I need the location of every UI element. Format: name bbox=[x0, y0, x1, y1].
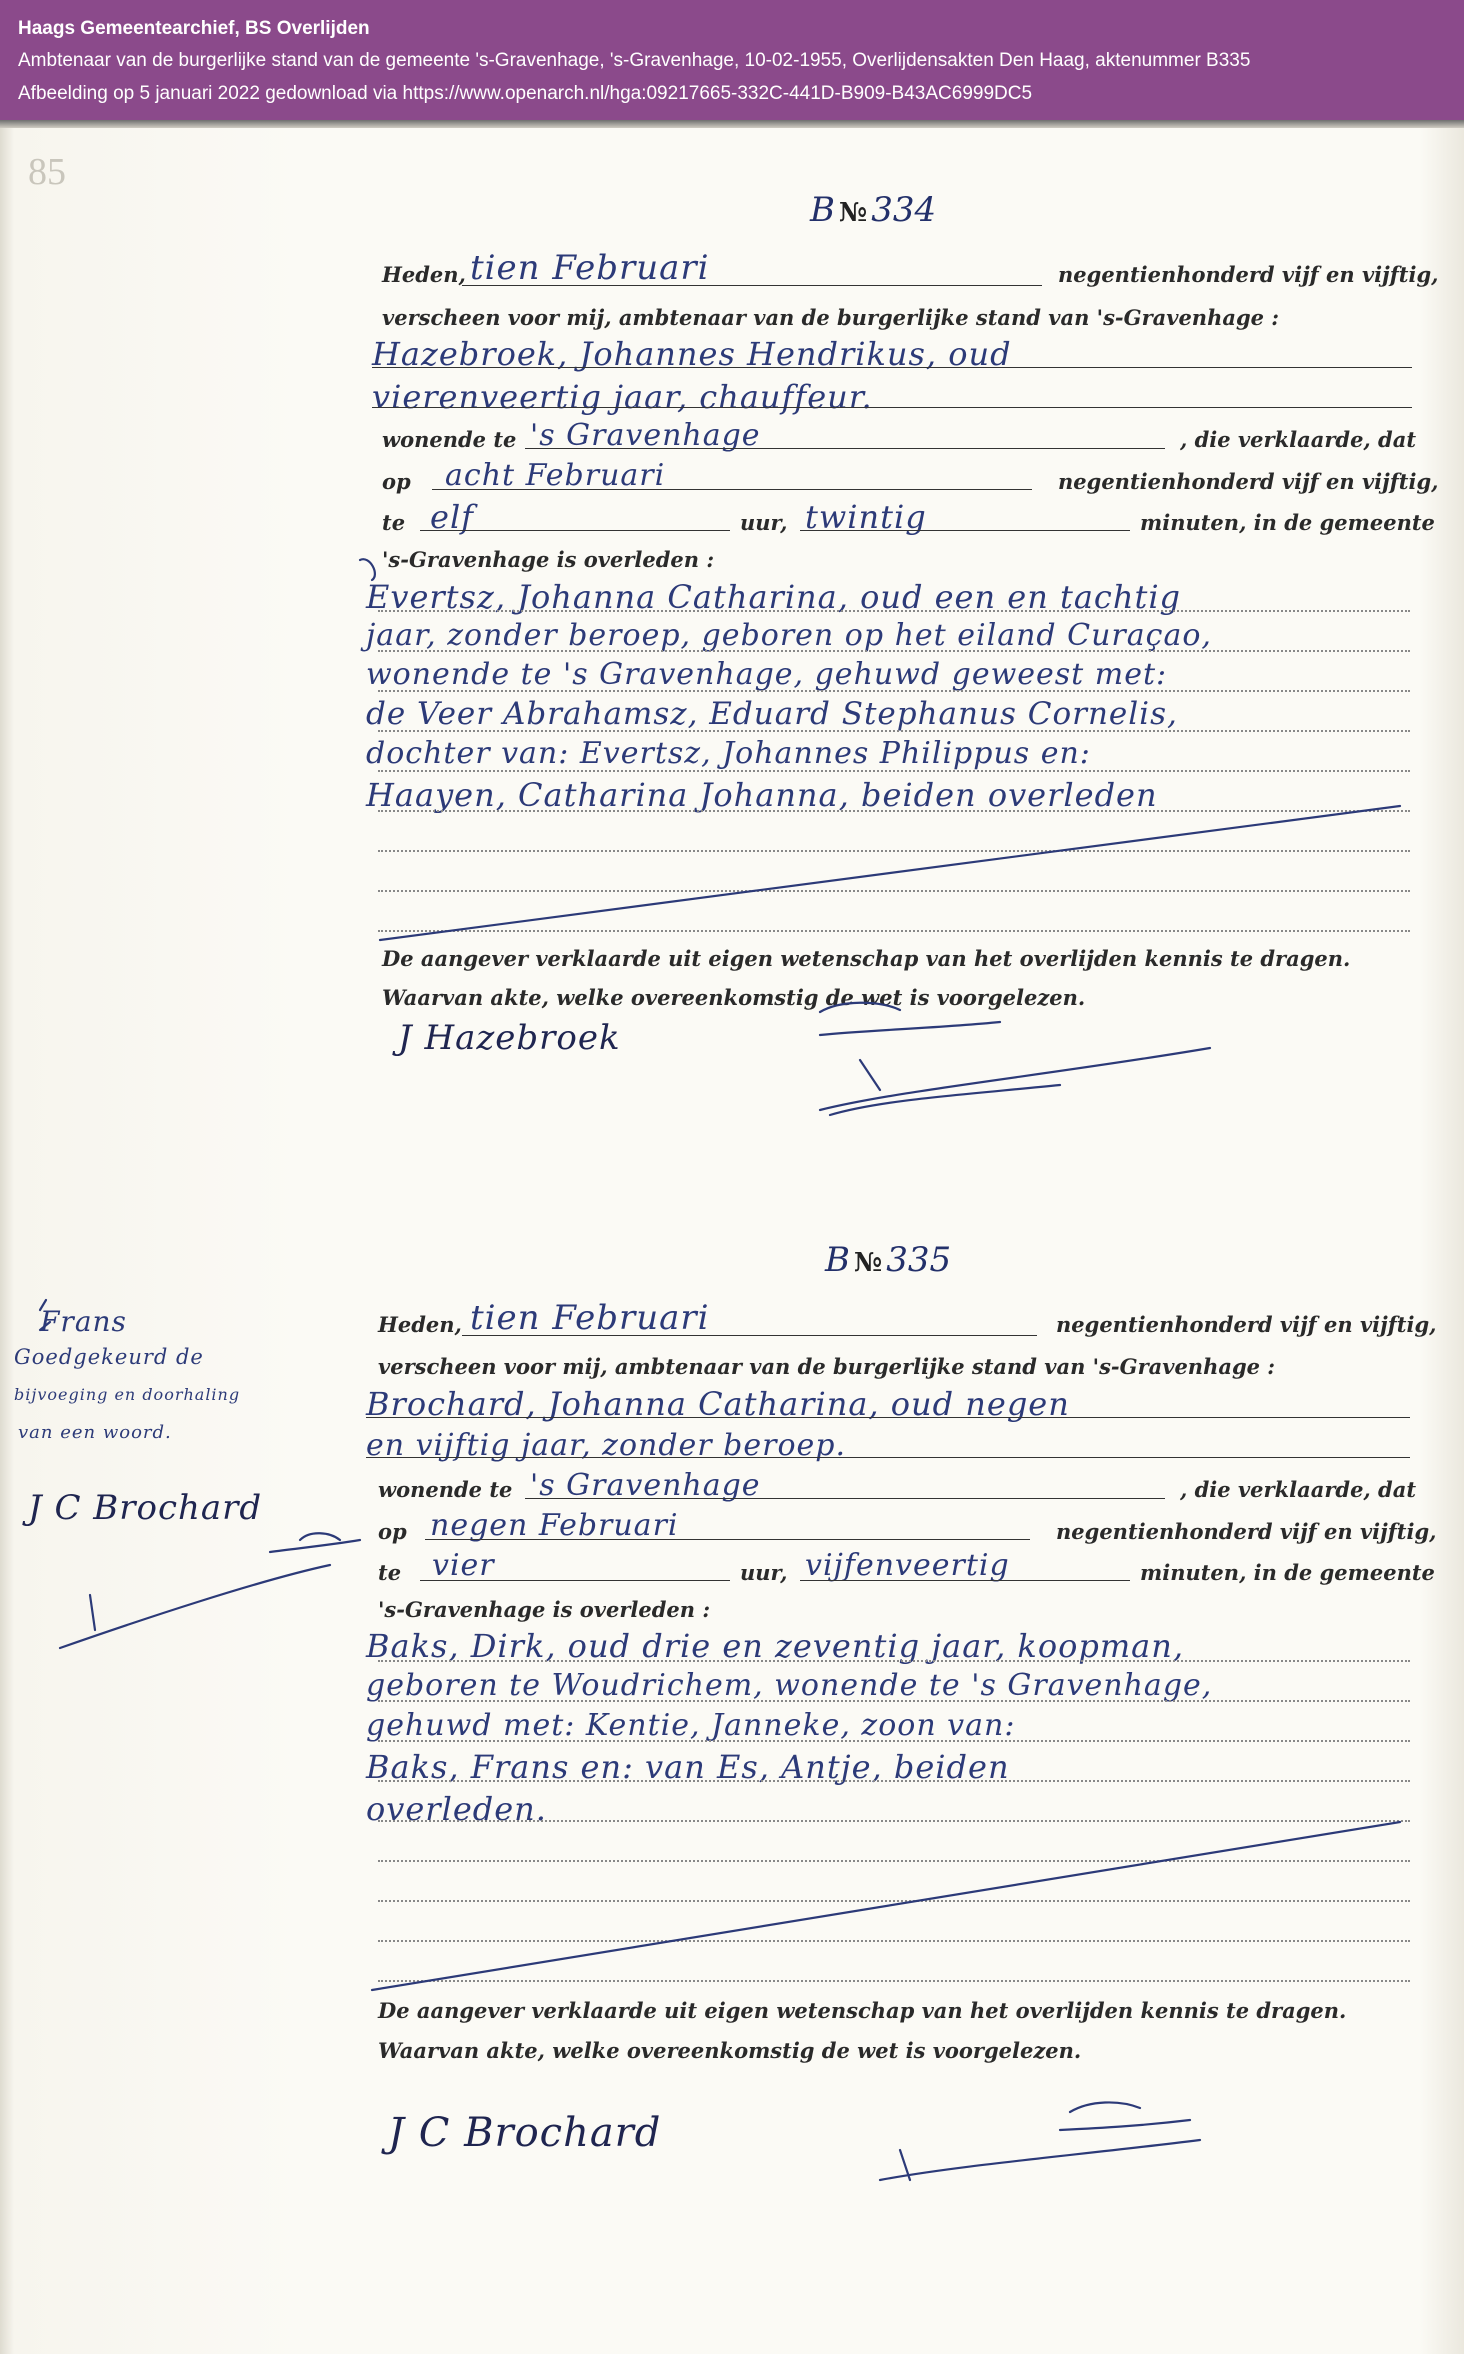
margin-signature: J C Brochard bbox=[28, 1488, 263, 1528]
act1-hour: elf bbox=[430, 498, 475, 536]
act1-bracket-stroke bbox=[360, 559, 375, 580]
act1-year-label: negentienhonderd vijf en vijftig, bbox=[1058, 262, 1439, 287]
act2-declarant-line1: Brochard, Johanna Catharina, oud negen bbox=[366, 1385, 1070, 1423]
act1-aangever-text: De aangever verklaarde uit eigen wetenschap van het overlijden kennis te dragen. bbox=[382, 946, 1351, 971]
act2-number-symbol: № bbox=[854, 1248, 883, 1278]
act2-paraph-lower bbox=[880, 2140, 1200, 2180]
act2-year-label-2: negentienhonderd vijf en vijftig, bbox=[1056, 1519, 1437, 1544]
act1-te-label: te bbox=[382, 510, 406, 535]
page-number: 85 bbox=[28, 151, 66, 193]
act2-aangever-text: De aangever verklaarde uit eigen wetenschap van het overlijden kennis te dragen. bbox=[378, 1998, 1347, 2023]
act1-number-symbol: № bbox=[839, 198, 868, 228]
act2-deceased-line4: Baks, Frans en: van Es, Antje, beiden bbox=[366, 1748, 1010, 1786]
act1-residence: 's Gravenhage bbox=[530, 418, 761, 453]
act2-deceased-line3: gehuwd met: Kentie, Janneke, zoon van: bbox=[366, 1708, 1016, 1743]
act2-hour: vier bbox=[432, 1548, 495, 1583]
act2-residence: 's Gravenhage bbox=[530, 1468, 761, 1503]
margin-note-line2: Goedgekeurd de bbox=[14, 1345, 204, 1369]
act2-death-date: negen Februari bbox=[430, 1508, 679, 1543]
act2-deceased-line2: geboren te Woudrichem, wonende te 's Gravenhage, bbox=[366, 1668, 1213, 1703]
act2-closing-stroke bbox=[372, 1822, 1400, 1990]
act1-verklaarde-label: , die verklaarde, dat bbox=[1180, 427, 1417, 452]
banner-download-line: Afbeelding op 5 januari 2022 gedownload via https://www.openarch.nl/hga:09217665-332C-441D-B909-B43AC6999DC5 bbox=[18, 83, 1033, 104]
act2-verklaarde-label: , die verklaarde, dat bbox=[1180, 1477, 1417, 1502]
act1-deceased-line6: Haayen, Catharina Johanna, beiden overleden bbox=[366, 776, 1158, 814]
margin-paraph-lower bbox=[60, 1565, 330, 1648]
act2-number-prefix: B bbox=[825, 1240, 850, 1280]
act1-overleden-label: 's-Gravenhage is overleden : bbox=[382, 547, 715, 572]
act1-closing-stroke bbox=[380, 806, 1400, 940]
act2-year-label: negentienhonderd vijf en vijftig, bbox=[1056, 1312, 1437, 1337]
act1-paraph-lower bbox=[820, 1048, 1210, 1115]
act2-number-value: 335 bbox=[886, 1240, 952, 1280]
act2-op-label: op bbox=[378, 1519, 407, 1544]
banner-subtitle: Ambtenaar van de burgerlijke stand van de gemeente 's-Gravenhage, 's-Gravenhage, 10-02-1955, Overlijdensakten Den Haag, aktenummer B335 bbox=[18, 50, 1251, 71]
margin-note-line3: bijvoeging en doorhaling bbox=[14, 1385, 241, 1404]
act1-paraph-upper bbox=[820, 1003, 1000, 1035]
act1-deceased-line1: Evertsz, Johanna Catharina, oud een en tachtig bbox=[366, 578, 1182, 616]
act1-deceased-line3: wonende te 's Gravenhage, gehuwd geweest met: bbox=[366, 657, 1168, 692]
act1-heden-label: Heden, bbox=[382, 262, 466, 287]
act2-deceased-line5: overleden. bbox=[366, 1790, 547, 1828]
act1-uur-label: uur, bbox=[740, 510, 788, 535]
act1-declarant-signature: J Hazebroek bbox=[398, 1018, 621, 1058]
act1-year-label-2: negentienhonderd vijf en vijftig, bbox=[1058, 469, 1439, 494]
act1-deceased-line2: jaar, zonder beroep, geboren op het eiland Curaçao, bbox=[366, 618, 1212, 653]
act2-overleden-label: 's-Gravenhage is overleden : bbox=[378, 1597, 711, 1622]
act1-op-label: op bbox=[382, 469, 411, 494]
margin-bracket bbox=[40, 1300, 50, 1330]
act1-date: tien Februari bbox=[470, 248, 710, 288]
act2-declarant-line2: en vijftig jaar, zonder beroep. bbox=[366, 1428, 847, 1463]
margin-note-line1: Frans bbox=[40, 1305, 127, 1338]
act1-verscheen-label: verscheen voor mij, ambtenaar van de burgerlijke stand van 's-Gravenhage : bbox=[382, 305, 1280, 330]
act1-waarvan-text: Waarvan akte, welke overeenkomstig de wet is voorgelezen. bbox=[382, 985, 1086, 1010]
act2-minutes: vijfenveertig bbox=[805, 1548, 1010, 1583]
act1-minutes: twintig bbox=[805, 498, 927, 536]
act2-declarant-signature: J C Brochard bbox=[388, 2110, 662, 2156]
act2-heden-label: Heden, bbox=[378, 1312, 462, 1337]
margin-note-line4: van een woord. bbox=[18, 1422, 172, 1443]
act2-te-label: te bbox=[378, 1560, 402, 1585]
act2-paraph-upper bbox=[1060, 2102, 1190, 2130]
banner-title: Haags Gemeentearchief, BS Overlijden bbox=[18, 18, 370, 39]
act1-deceased-line5: dochter van: Evertsz, Johannes Philippus en: bbox=[366, 736, 1091, 771]
act2-deceased-line1: Baks, Dirk, oud drie en zeventig jaar, koopman, bbox=[366, 1627, 1185, 1665]
act2-minuten-label: minuten, in de gemeente bbox=[1140, 1560, 1435, 1585]
act2-date: tien Februari bbox=[470, 1298, 710, 1338]
act1-declarant-line1: Hazebroek, Johannes Hendrikus, oud bbox=[372, 335, 1012, 373]
act1-deceased-line4: de Veer Abrahamsz, Eduard Stephanus Cornelis, bbox=[366, 696, 1178, 732]
act2-verscheen-label: verscheen voor mij, ambtenaar van de burgerlijke stand van 's-Gravenhage : bbox=[378, 1354, 1276, 1379]
act1-wonende-label: wonende te bbox=[382, 427, 517, 452]
act1-minuten-label: minuten, in de gemeente bbox=[1140, 510, 1435, 535]
act1-declarant-line2: vierenveertig jaar, chauffeur. bbox=[372, 378, 873, 416]
act1-death-date: acht Februari bbox=[445, 458, 666, 493]
act1-number-value: 334 bbox=[871, 190, 937, 230]
act2-wonende-label: wonende te bbox=[378, 1477, 513, 1502]
margin-paraph-upper bbox=[270, 1533, 360, 1552]
act2-waarvan-text: Waarvan akte, welke overeenkomstig de wet is voorgelezen. bbox=[378, 2038, 1082, 2063]
act2-uur-label: uur, bbox=[740, 1560, 788, 1585]
act1-number-prefix: B bbox=[810, 190, 835, 230]
